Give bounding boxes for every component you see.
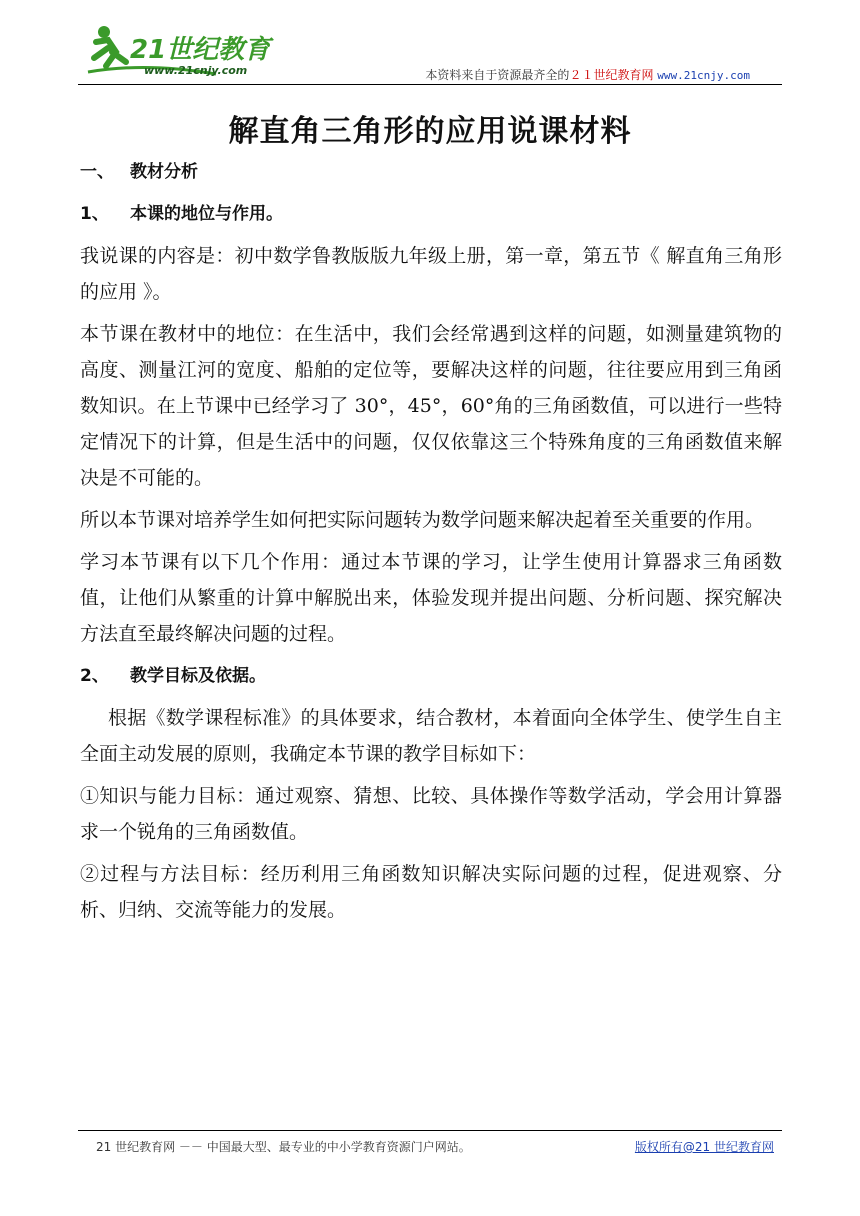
- section-label: 教材分析: [130, 162, 198, 182]
- paragraph: 本节课在教材中的地位：在生活中，我们会经常遇到这样的问题，如测量建筑物的高度、测量江河的宽度、船舶的定位等，要解决这样的问题，往往要应用到三角函数知识。在上节课中已经学习了 30°，45°，60°角的三角函数值，可以进行一些特定情况下的计算，但是生活中的问题，仅仅依靠这三个特殊角度的三角函数值来解决是不可能的。: [80, 323, 782, 489]
- paragraph: ①知识与能力目标：通过观察、猜想、比较、具体操作等数学活动，学会用计算器求一个锐角的三角函数值。: [80, 785, 782, 843]
- header-divider: [78, 84, 782, 85]
- subsection-heading-1: [80, 196, 782, 232]
- paragraph: 所以本节课对培养学生如何把实际问题转为数学问题来解决起着至关重要的作用。: [80, 509, 765, 531]
- logo-text: 21世纪教育: [130, 35, 271, 65]
- page-title: 解直角三角形的应用说课材料: [228, 114, 632, 149]
- section-number: 一、: [80, 162, 114, 182]
- logo-url: www.21cnjy.com: [144, 64, 248, 77]
- subsection-number: 2、: [80, 666, 109, 686]
- section-heading-1: [80, 154, 782, 190]
- footer-copyright-link[interactable]: 版权所有@21 世纪教育网: [634, 1140, 774, 1154]
- header-note: [425, 66, 750, 83]
- header-note-url[interactable]: www.21cnjy.com: [657, 69, 750, 82]
- site-logo: [86, 22, 286, 82]
- subsection-number: 1、: [80, 204, 109, 224]
- subsection-label: 教学目标及依据。: [130, 666, 266, 686]
- footer-text: 21 世纪教育网 －－ 中国最大型、最专业的中小学教育资源门户网站。: [96, 1140, 471, 1154]
- paragraph: 学习本节课有以下几个作用：通过本节课的学习，让学生使用计算器求三角函数值，让他们从繁重的计算中解脱出来，体验发现并提出问题、分析问题、探究解决方法直至最终解决问题的过程。: [80, 551, 782, 645]
- header-note-site[interactable]: ２１世纪教育网: [569, 68, 654, 82]
- subsection-heading-2: [80, 658, 782, 694]
- header-note-prefix: 本资料来自于资源最齐全的: [425, 68, 570, 82]
- subsection-label: 本课的地位与作用。: [130, 204, 283, 224]
- paragraph: 根据《数学课程标准》的具体要求，结合教材，本着面向全体学生、使学生自主全面主动发展的原则，我确定本节课的教学目标如下：: [80, 707, 782, 765]
- paragraph: 我说课的内容是：初中数学鲁教版版九年级上册，第一章，第五节《 解直角三角形的应用 》。: [80, 245, 782, 303]
- paragraph: ②过程与方法目标：经历利用三角函数知识解决实际问题的过程，促进观察、分析、归纳、交流等能力的发展。: [80, 863, 782, 921]
- footer-divider: [78, 1130, 782, 1131]
- document-body: [80, 150, 782, 928]
